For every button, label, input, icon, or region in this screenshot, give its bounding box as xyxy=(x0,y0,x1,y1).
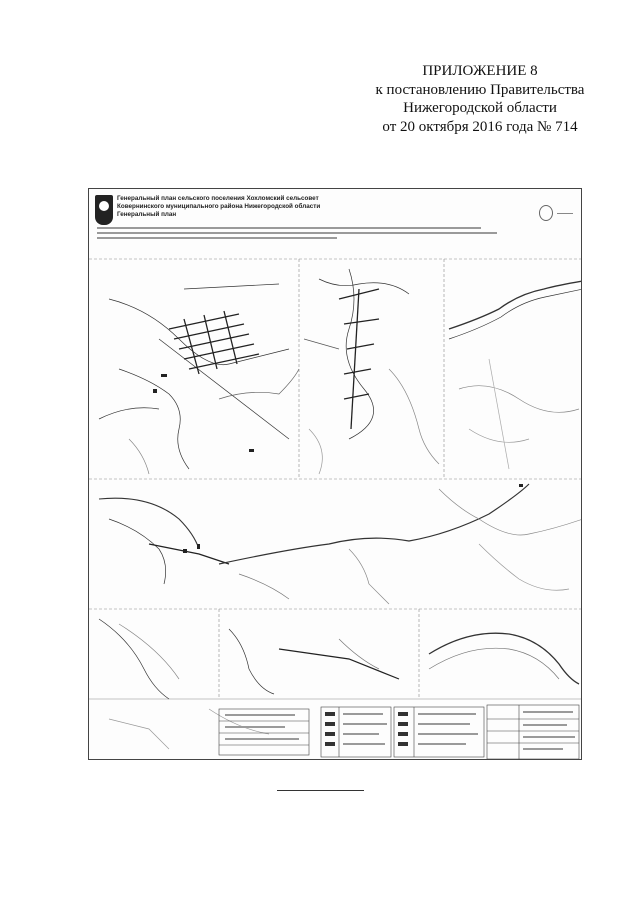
map-title-line-3: Генеральный план xyxy=(117,211,177,218)
map-fragment-middle-band xyxy=(99,484,582,604)
general-plan-map-sheet xyxy=(88,188,582,760)
map-fragment-river xyxy=(449,281,582,469)
appendix-resolution-line: к постановлению Правительства xyxy=(375,81,585,98)
map-title-line-1: Генеральный план сельского поселения Хохломский сельсовет xyxy=(117,195,319,202)
map-fragment-village xyxy=(99,284,299,474)
appendix-date-line: от 20 октября 2016 года № 714 xyxy=(382,118,578,135)
map-fragment-settlement xyxy=(304,269,439,474)
appendix-region-line: Нижегородской области xyxy=(403,100,557,116)
legend-symbols xyxy=(325,712,408,746)
map-title-line-2: Ковернинского муниципального района Нижегородской области xyxy=(117,203,321,210)
appendix-header xyxy=(330,62,630,136)
map-fragments xyxy=(89,189,582,760)
footnote-divider xyxy=(277,790,364,791)
appendix-number: ПРИЛОЖЕНИЕ 8 xyxy=(422,63,538,79)
